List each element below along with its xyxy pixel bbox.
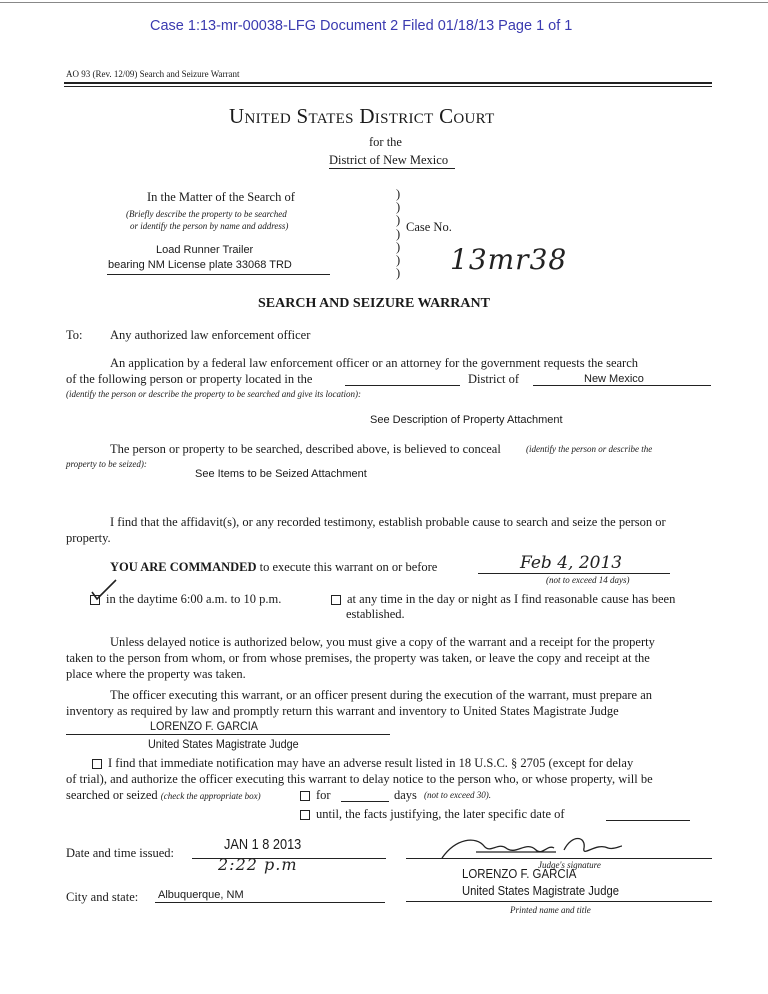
notice-line-2: taken to the person from whom, or from whose premises, the property was taken, or leave the copy and receipt at the [66,651,650,665]
top-rule [0,2,768,3]
commanded-bold: YOU ARE COMMANDED [110,560,257,574]
conceal-line-1: The person or property to be searched, described above, is believed to conceal [110,442,501,456]
conceal-instruction-a: (identify the person or describe the [526,444,653,454]
inventory-line-2: inventory as required by law and promptly return this warrant and inventory to United States Magistrate Judge [66,704,619,718]
delay-line-1 [92,756,633,771]
notice-line-1: Unless delayed notice is authorized below, you must give a copy of the warrant and a receipt for the property [110,635,655,649]
inventory-judge-underline [66,734,390,735]
property-description: See Description of Property Attachment [370,414,563,426]
to-label: To: [66,328,83,342]
issued-label: Date and time issued: [66,846,174,860]
delay-for-label: for [316,788,331,802]
issued-date-stamp: JAN 1 8 2013 [224,836,302,853]
issued-time: 2:22 p.m [218,855,298,874]
delay-until-label: until, the facts justifying, the later specific date of [316,807,565,821]
delay-days-blank[interactable] [341,801,389,802]
matter-property-2: bearing NM License plate 33068 TRD [108,259,292,271]
delay-until-option[interactable] [300,807,565,822]
matter-property-1: Load Runner Trailer [156,244,254,256]
form-rule-bottom [64,86,712,87]
inventory-line-1: The officer executing this warrant, or an officer present during the execution of the warrant, must prepare an [110,688,653,702]
execute-by-note: (not to exceed 14 days) [546,575,630,585]
form-id: AO 93 (Rev. 12/09) Search and Seizure Warrant [66,69,240,79]
court-for-the: for the [369,135,402,149]
inventory-judge-name: LORENZO F. GARCIA [150,719,259,733]
delay-line-2: of trial), and authorize the officer executing this warrant to delay notice to the person who, or whose property, will be [66,772,653,786]
city-value: Albuquerque, NM [158,889,244,901]
district-underline [329,168,455,169]
case-label: Case No. [406,220,452,234]
signer-name: LORENZO F. GARCIA [462,866,577,881]
filing-header: Case 1:13-mr-00038-LFG Document 2 Filed 01/18/13 Page 1 of 1 [150,18,573,34]
conceal-value: See Items to be Seized Attachment [195,468,367,480]
delay-until-blank[interactable] [606,820,690,821]
delay-checkbox[interactable] [92,759,102,769]
anytime-label-b: established. [346,607,405,621]
delay-line-3-text: searched or seized [66,788,158,802]
matter-instruction-1: (Briefly describe the property to be searched [126,209,287,219]
inventory-judge-title: United States Magistrate Judge [148,737,299,751]
delay-for-option[interactable] [300,788,331,803]
warrant-title: SEARCH AND SEIZURE WARRANT [258,296,490,311]
affidavit-line-2: property. [66,531,111,545]
application-line-1: An application by a federal law enforcement officer or an attorney for the government requests the search [110,356,639,370]
court-district: District of New Mexico [329,153,449,167]
city-label: City and state: [66,890,139,904]
daytime-label: in the daytime 6:00 a.m. to 10 p.m. [106,592,282,606]
to-value: Any authorized law enforcement officer [110,328,311,342]
case-number: 13mr38 [450,243,568,276]
city-underline [155,902,385,903]
signature-line [406,858,712,859]
district-of-underline [533,385,711,386]
court-title: United States District Court [229,104,495,128]
application-line-2: of the following person or property located in the [66,372,313,386]
issued-underline [192,858,386,859]
signer-title: United States Magistrate Judge [462,884,619,898]
execute-by-date: Feb 4, 2013 [520,553,623,573]
printed-name-caption: Printed name and title [510,905,591,915]
form-rule-top [64,82,712,84]
notice-line-3: place where the property was taken. [66,667,246,681]
delay-until-checkbox[interactable] [300,810,310,820]
district-of-value: New Mexico [584,373,644,385]
printed-name-line [406,901,712,902]
delay-check-note: (check the appropriate box) [160,791,261,801]
anytime-option[interactable] [331,592,675,607]
affidavit-line-1: I find that the affidavit(s), or any recorded testimony, establish probable cause to search and seize the person or [110,515,666,529]
delay-line-3 [66,788,261,803]
anytime-checkbox[interactable] [331,595,341,605]
matter-label: In the Matter of the Search of [147,190,295,204]
conceal-instruction-b: property to be seized): [66,459,147,469]
delay-days-note: (not to exceed 30). [424,790,491,800]
delay-days-label: days [394,788,417,802]
district-of-label: District of [468,372,520,386]
application-instruction: (identify the person or describe the property to be searched and give its location): [66,389,362,399]
commanded-rest: to execute this warrant on or before [259,560,438,574]
delay-line-1-text: I find that immediate notification may have an adverse result listed in 18 U.S.C. § 2705 (except for delay [108,756,634,770]
execute-by-underline [478,573,670,574]
anytime-label-a: at any time in the day or night as I find reasonable cause has been [347,592,676,606]
signature-caption: Judge's signature [538,860,601,870]
check-mark-icon [90,578,120,602]
delay-for-checkbox[interactable] [300,791,310,801]
commanded-line [110,560,437,575]
matter-underline [107,274,330,275]
matter-parens: ) ) ) ) ) ) ) [396,187,401,281]
location-blank [345,385,460,386]
matter-instruction-2: or identify the person by name and address) [130,221,289,231]
